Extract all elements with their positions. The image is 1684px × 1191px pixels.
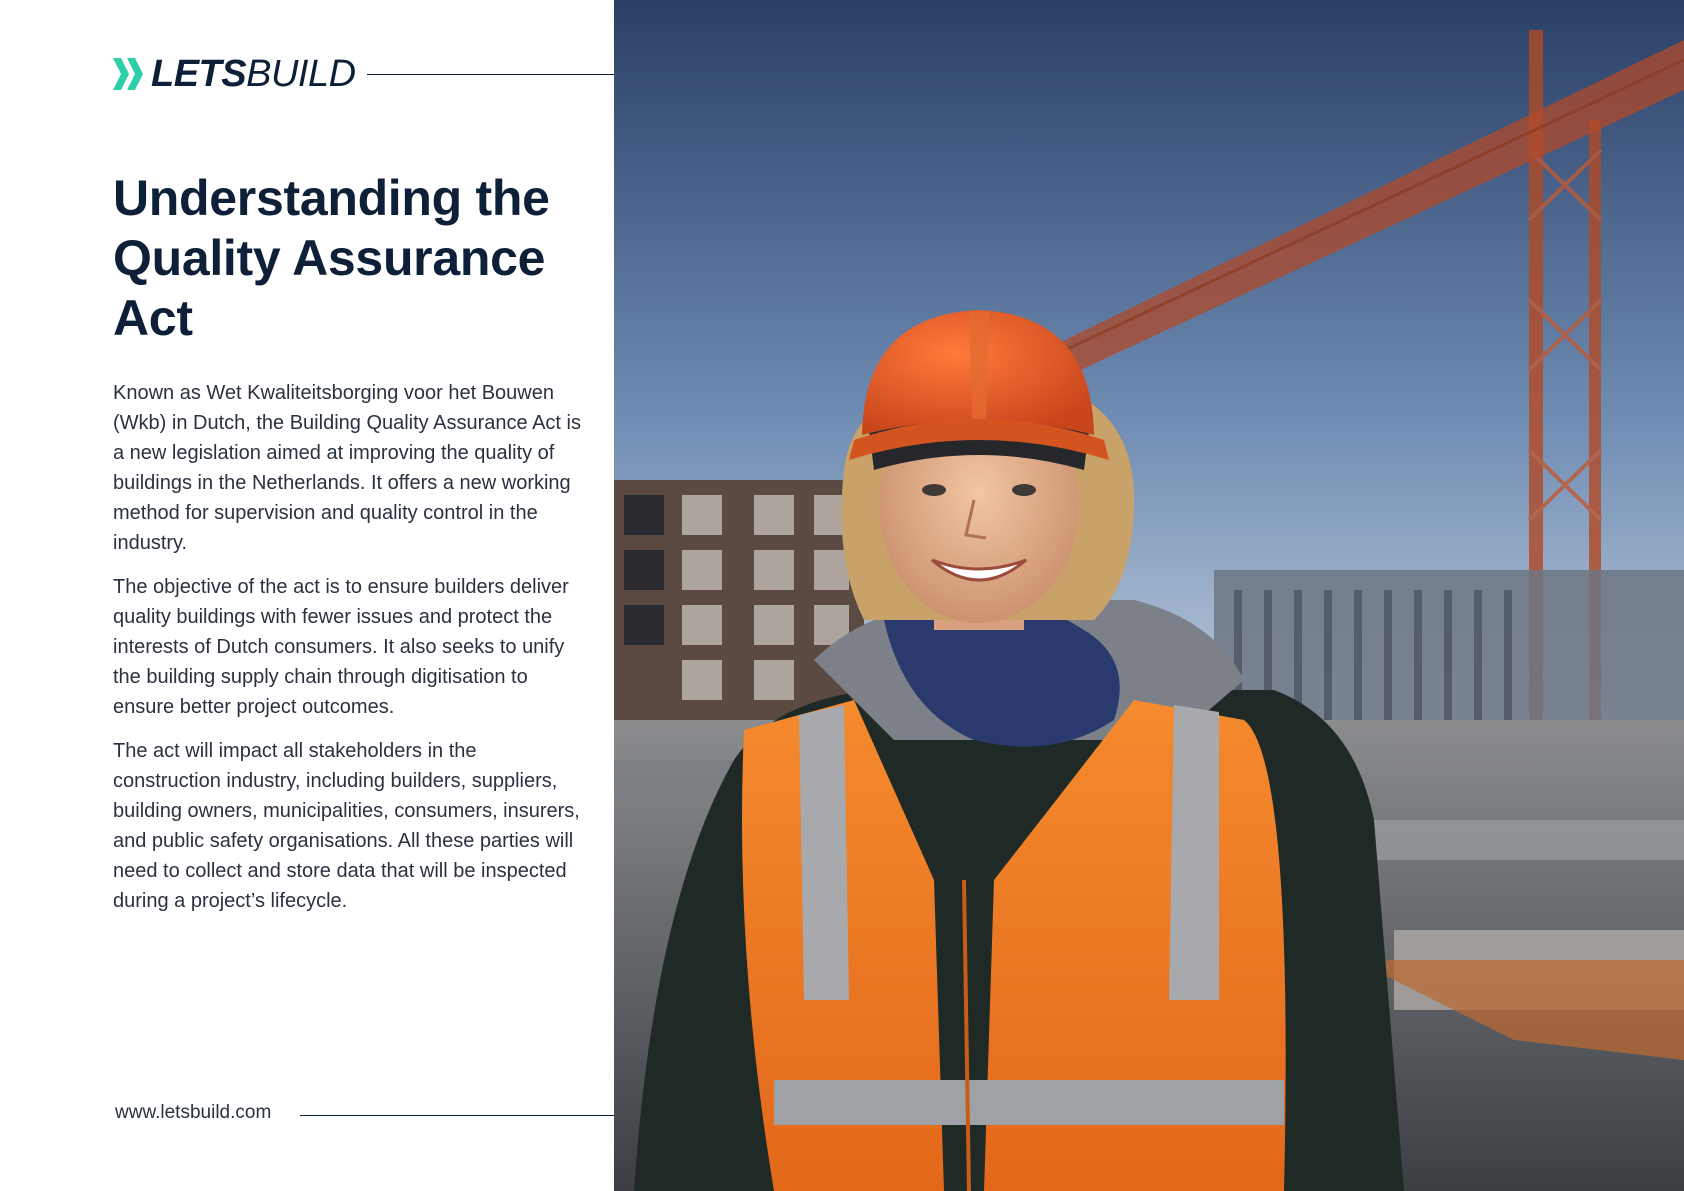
footer-divider xyxy=(300,1115,614,1116)
page-title: Understanding the Quality Assurance Act xyxy=(113,170,550,346)
body-text xyxy=(113,378,583,930)
website-link[interactable]: www.letsbuild.com xyxy=(115,1102,272,1123)
hero-photo xyxy=(614,0,1684,1191)
logo-word-bold: LETS xyxy=(151,53,247,95)
paragraph-1: Known as Wet Kwaliteitsborging voor het Bouwen (Wkb) in Dutch, the Building Quality Assurance Act is a new legislation aimed at improving the quality of buildings in the Netherlands. It offers a new working method for supervision and quality control in the industry. xyxy=(113,382,581,554)
chevron-logo-icon xyxy=(113,56,147,92)
logo-word-light: BUILD xyxy=(246,53,356,95)
logo-wordmark xyxy=(151,55,356,93)
letsbuild-logo[interactable] xyxy=(113,54,356,94)
paragraph-2: The objective of the act is to ensure builders deliver quality buildings with fewer issues and protect the interests of Dutch consumers. It also seeks to unify the building supply chain through digitisation to ensure better project outcomes. xyxy=(113,576,569,718)
header-divider xyxy=(367,74,614,75)
text-column xyxy=(0,0,614,1191)
construction-worker-image xyxy=(614,0,1684,1191)
paragraph-3: The act will impact all stakeholders in the construction industry, including builders, suppliers, building owners, municipalities, consumers, insurers, and public safety organisations. All these parties will need to collect and store data that will be inspected during a project’s lifecycle. xyxy=(113,740,580,912)
